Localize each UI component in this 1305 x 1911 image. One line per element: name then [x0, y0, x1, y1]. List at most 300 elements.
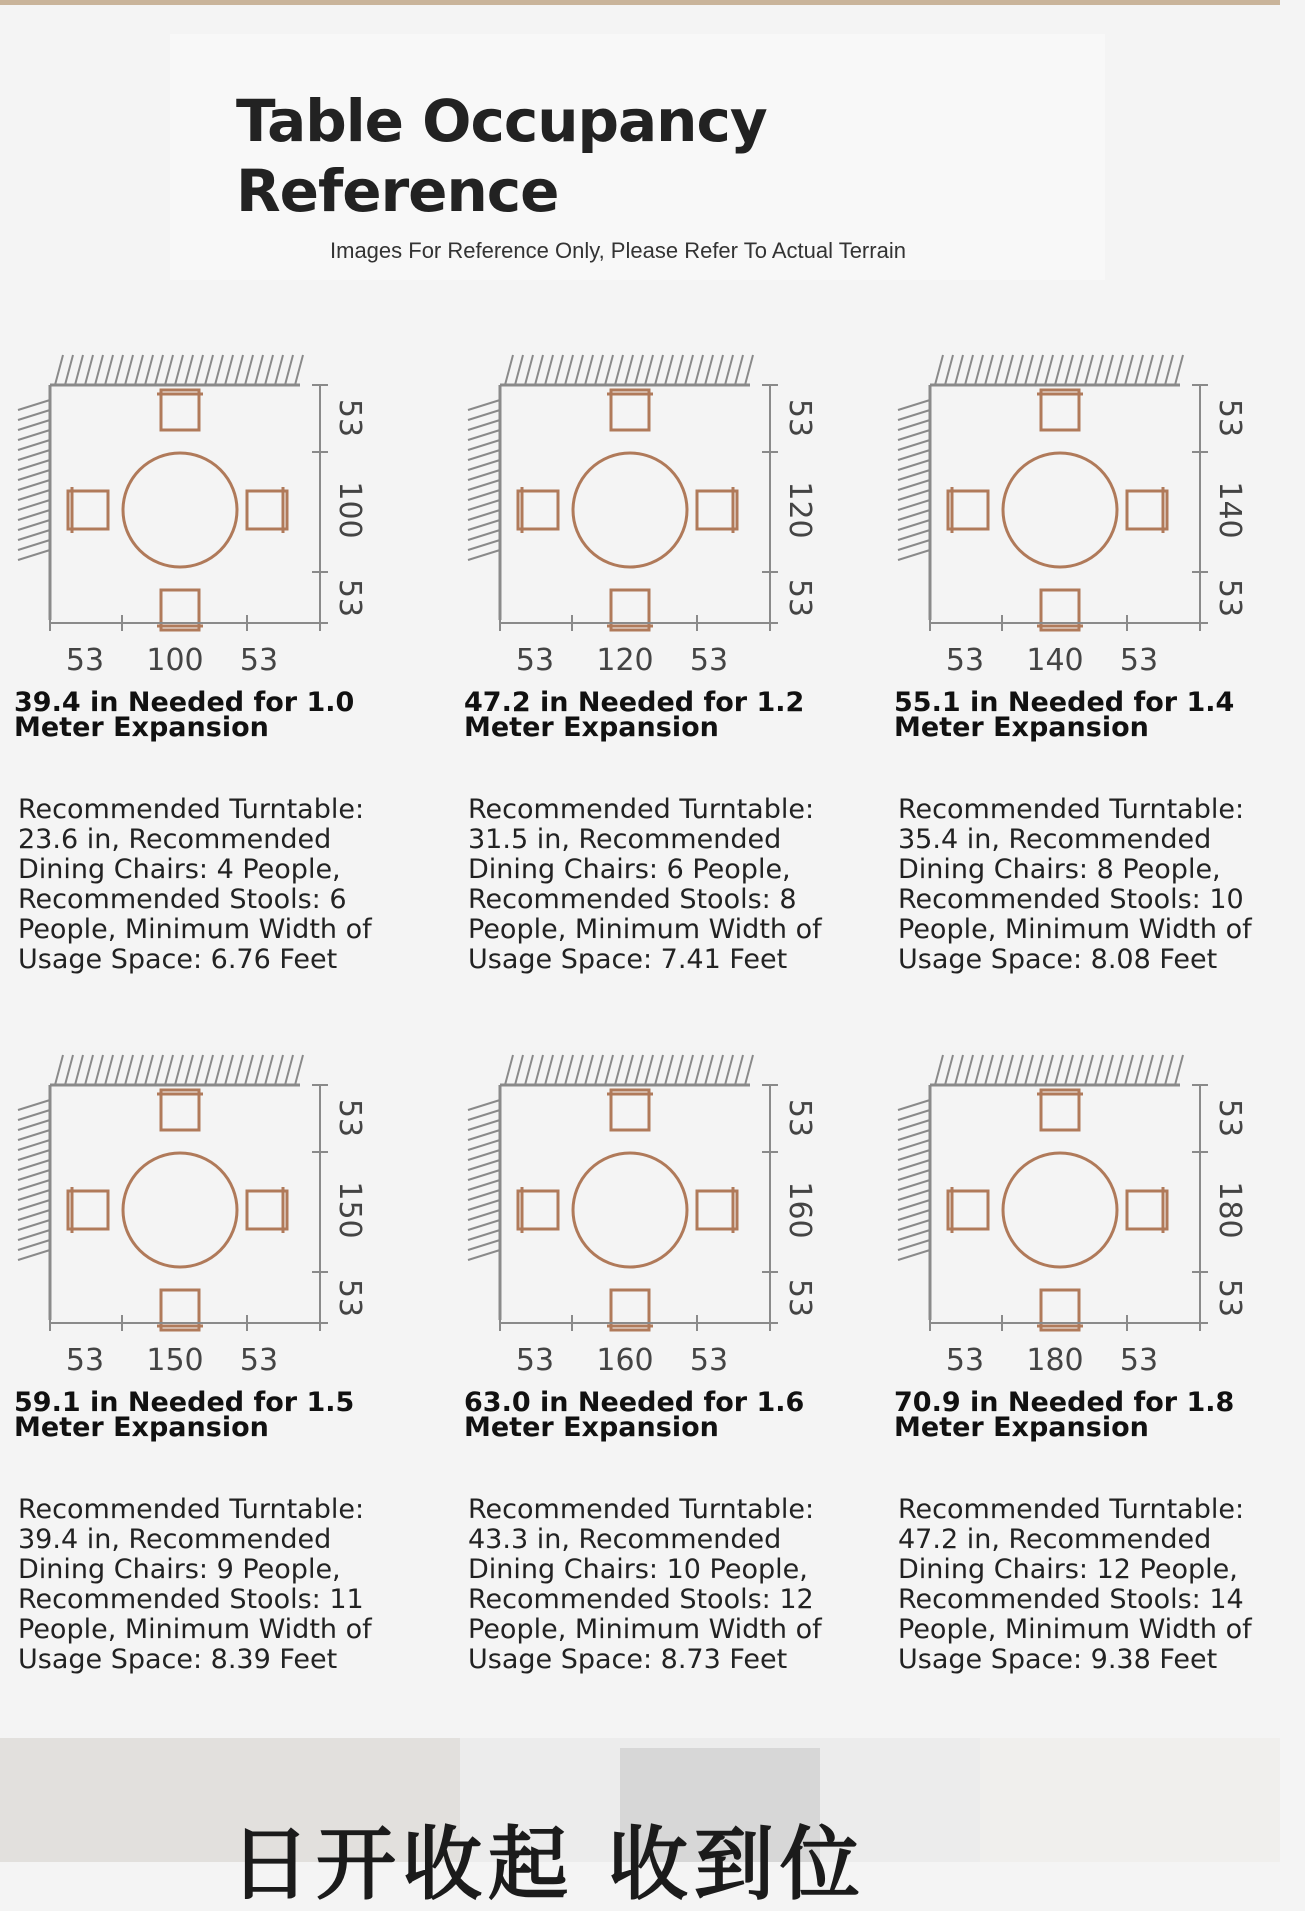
- dimension-label-right: 53: [1212, 1278, 1247, 1318]
- dimension-label-bottom: 120: [596, 643, 654, 678]
- chair-left: [518, 491, 558, 529]
- dimension-label-right: 53: [1212, 1098, 1247, 1138]
- hatch-line: [685, 355, 693, 385]
- hatch-line: [965, 1055, 973, 1085]
- hatch-line: [1055, 355, 1063, 385]
- hatch-line: [175, 1055, 183, 1085]
- hatch-line: [615, 1055, 623, 1085]
- hatch-line: [1115, 355, 1123, 385]
- floor-plan-diagram: [0, 1040, 425, 1420]
- dimension-label-bottom: 53: [1119, 643, 1159, 678]
- hatch-line: [898, 1160, 930, 1170]
- chairs: [518, 1090, 737, 1330]
- dimension-label-bottom: 53: [689, 1343, 729, 1378]
- hatch-line: [18, 1250, 50, 1260]
- hatch-line: [515, 1055, 523, 1085]
- hatch-line: [18, 1180, 50, 1190]
- chair-left: [948, 491, 988, 529]
- chair-top: [161, 1090, 199, 1130]
- hatch-line: [468, 1190, 500, 1200]
- hatch-line: [275, 355, 283, 385]
- hatch-line: [605, 355, 613, 385]
- page-title: Table Occupancy Reference: [236, 87, 767, 225]
- table-card: [880, 340, 1305, 1040]
- hatch-line: [175, 355, 183, 385]
- hatch-line: [468, 1200, 500, 1210]
- hatch-line: [1165, 1055, 1173, 1085]
- hatch-line: [135, 1055, 143, 1085]
- hatch-line: [535, 1055, 543, 1085]
- hatch-line: [195, 1055, 203, 1085]
- hatch-line: [115, 355, 123, 385]
- chair-left: [948, 1191, 988, 1229]
- hatch-line: [468, 1120, 500, 1130]
- size-caption: 59.1 in Needed for 1.5 Meter Expansion: [14, 1387, 355, 1443]
- hatch-line: [635, 355, 643, 385]
- hatch-line: [898, 480, 930, 490]
- hatch-line: [1045, 1055, 1053, 1085]
- hatch-line: [1025, 1055, 1033, 1085]
- dimension-label-right: 180: [1212, 1181, 1247, 1239]
- hatch-line: [898, 1100, 930, 1110]
- dimension-label-right: 53: [332, 1098, 367, 1138]
- recommendation-text: Recommended Turntable: 43.3 in, Recommended Dining Chairs: 10 People, Recommended Stools: 12 People, Minimum Width of Usage Space: 8.73 Feet: [468, 1494, 822, 1675]
- chair-right: [247, 1191, 287, 1229]
- chair-right: [697, 1191, 737, 1229]
- hatch-line: [898, 1130, 930, 1140]
- hatch-line: [468, 1110, 500, 1120]
- dimension-label-right: 53: [1212, 398, 1247, 438]
- hatch-line: [468, 430, 500, 440]
- hatch-line: [18, 1200, 50, 1210]
- hatch-line: [105, 355, 113, 385]
- hatch-line: [935, 355, 943, 385]
- hatch-line: [468, 490, 500, 500]
- hatch-line: [898, 430, 930, 440]
- hatch-line: [898, 1220, 930, 1230]
- wall-top-hatch: [55, 355, 303, 385]
- hatch-line: [898, 550, 930, 560]
- dimension-label-bottom: 180: [1026, 1343, 1084, 1378]
- hatch-line: [898, 1250, 930, 1260]
- hatch-line: [468, 540, 500, 550]
- wall-top-hatch: [505, 1055, 753, 1085]
- dimension-label-bottom: 53: [945, 643, 985, 678]
- hatch-line: [1095, 355, 1103, 385]
- hatch-line: [468, 520, 500, 530]
- chairs: [518, 390, 737, 630]
- hatch-line: [555, 1055, 563, 1085]
- hatch-line: [1175, 1055, 1183, 1085]
- hatch-line: [898, 500, 930, 510]
- chairs: [68, 390, 287, 630]
- hatch-line: [525, 355, 533, 385]
- hatch-line: [65, 355, 73, 385]
- hatch-line: [1045, 355, 1053, 385]
- hatch-line: [945, 1055, 953, 1085]
- dimension-label-bottom: 53: [65, 643, 105, 678]
- dimension-label-right: 150: [332, 1181, 367, 1239]
- hatch-line: [468, 530, 500, 540]
- hatch-line: [745, 355, 753, 385]
- round-table: [573, 453, 687, 567]
- chairs: [948, 1090, 1167, 1330]
- hatch-line: [468, 400, 500, 410]
- floor-plan-diagram: [0, 340, 425, 720]
- hatch-line: [235, 355, 243, 385]
- hatch-line: [1075, 355, 1083, 385]
- hatch-line: [195, 355, 203, 385]
- hatch-line: [898, 1110, 930, 1120]
- hatch-line: [468, 1170, 500, 1180]
- hatch-line: [245, 355, 253, 385]
- round-table: [573, 1153, 687, 1267]
- hatch-line: [18, 1210, 50, 1220]
- hatch-line: [898, 530, 930, 540]
- hatch-line: [945, 355, 953, 385]
- wall-left-hatch: [468, 400, 500, 560]
- hatch-line: [1055, 1055, 1063, 1085]
- hatch-line: [468, 1250, 500, 1260]
- hatch-line: [468, 1240, 500, 1250]
- chair-right: [1127, 491, 1167, 529]
- hatch-line: [1025, 355, 1033, 385]
- hatch-line: [1105, 355, 1113, 385]
- hatch-line: [18, 410, 50, 420]
- hatch-line: [18, 490, 50, 500]
- hatch-line: [468, 420, 500, 430]
- dimension-label-bottom: 53: [239, 643, 279, 678]
- banner-heading: 日开收起 收到位: [230, 1818, 866, 1911]
- hatch-line: [185, 1055, 193, 1085]
- chair-top: [1041, 390, 1079, 430]
- hatch-line: [18, 1190, 50, 1200]
- chair-right: [697, 491, 737, 529]
- chair-top: [161, 390, 199, 430]
- size-caption: 70.9 in Needed for 1.8 Meter Expansion: [894, 1387, 1235, 1443]
- hatch-line: [55, 1055, 63, 1085]
- hatch-line: [18, 1150, 50, 1160]
- hatch-line: [205, 1055, 213, 1085]
- hatch-line: [1015, 1055, 1023, 1085]
- size-caption: 63.0 in Needed for 1.6 Meter Expansion: [464, 1387, 805, 1443]
- dimension-label-right: 53: [332, 578, 367, 618]
- floor-plan-svg: [0, 340, 425, 685]
- hatch-line: [468, 450, 500, 460]
- hatch-line: [255, 1055, 263, 1085]
- hatch-line: [1165, 355, 1173, 385]
- hatch-line: [295, 1055, 303, 1085]
- hatch-line: [898, 1230, 930, 1240]
- table-card: [0, 340, 425, 1040]
- chairs: [68, 1090, 287, 1330]
- hatch-line: [18, 480, 50, 490]
- chair-left: [518, 1191, 558, 1229]
- hatch-line: [225, 355, 233, 385]
- hatch-line: [585, 1055, 593, 1085]
- hatch-line: [18, 1160, 50, 1170]
- recommendation-text: Recommended Turntable: 35.4 in, Recommended Dining Chairs: 8 People, Recommended Stools: 10 People, Minimum Width of Usage Space: 8.08 Feet: [898, 794, 1252, 975]
- hatch-line: [285, 355, 293, 385]
- hatch-line: [715, 355, 723, 385]
- round-table: [1003, 453, 1117, 567]
- hatch-line: [468, 1210, 500, 1220]
- hatch-line: [18, 1220, 50, 1230]
- wall-top-hatch: [935, 355, 1183, 385]
- recommendation-text: Recommended Turntable: 23.6 in, Recommended Dining Chairs: 4 People, Recommended Stools: 6 People, Minimum Width of Usage Space: 6.76 Feet: [18, 794, 372, 975]
- hatch-line: [1155, 1055, 1163, 1085]
- hatch-line: [55, 355, 63, 385]
- hatch-line: [685, 1055, 693, 1085]
- hatch-line: [18, 1170, 50, 1180]
- hatch-line: [18, 520, 50, 530]
- hatch-line: [1085, 1055, 1093, 1085]
- floor-plan-diagram: [880, 340, 1305, 720]
- hatch-line: [898, 1200, 930, 1210]
- hatch-line: [515, 355, 523, 385]
- dimension-label-right: 53: [782, 398, 817, 438]
- hatch-line: [18, 470, 50, 480]
- hatch-line: [1065, 355, 1073, 385]
- hatch-line: [898, 1190, 930, 1200]
- hatch-line: [215, 1055, 223, 1085]
- dimension-label-bottom: 160: [596, 1343, 654, 1378]
- wall-top-hatch: [935, 1055, 1183, 1085]
- hatch-line: [468, 550, 500, 560]
- hatch-line: [625, 1055, 633, 1085]
- hatch-line: [468, 1160, 500, 1170]
- hatch-line: [935, 1055, 943, 1085]
- round-table: [123, 1153, 237, 1267]
- hatch-line: [595, 355, 603, 385]
- hatch-line: [555, 355, 563, 385]
- wall-top-hatch: [505, 355, 753, 385]
- hatch-line: [18, 420, 50, 430]
- hatch-line: [1125, 355, 1133, 385]
- dimension-label-right: 120: [782, 481, 817, 539]
- hatch-line: [18, 510, 50, 520]
- chair-right: [247, 491, 287, 529]
- hatch-line: [1085, 355, 1093, 385]
- floor-plan-diagram: [880, 1040, 1305, 1420]
- hatch-line: [468, 470, 500, 480]
- hatch-line: [18, 1130, 50, 1140]
- round-table: [123, 453, 237, 567]
- chair-top: [611, 1090, 649, 1130]
- dimension-label-right: 140: [1212, 481, 1247, 539]
- wall-left-hatch: [468, 1100, 500, 1260]
- hatch-line: [898, 420, 930, 430]
- floor-plan-svg: [450, 340, 875, 685]
- hatch-line: [1005, 1055, 1013, 1085]
- hatch-line: [468, 1100, 500, 1110]
- hatch-line: [115, 1055, 123, 1085]
- hatch-line: [1125, 1055, 1133, 1085]
- dimension-label-right: 53: [1212, 578, 1247, 618]
- hatch-line: [1115, 1055, 1123, 1085]
- chair-top: [1041, 1090, 1079, 1130]
- dimension-label-bottom: 53: [515, 643, 555, 678]
- hatch-line: [125, 1055, 133, 1085]
- wall-left-hatch: [18, 1100, 50, 1260]
- hatch-line: [468, 1130, 500, 1140]
- hatch-line: [125, 355, 133, 385]
- hatch-line: [18, 1140, 50, 1150]
- table-card: [450, 1040, 875, 1740]
- hatch-line: [505, 355, 513, 385]
- hatch-line: [1005, 355, 1013, 385]
- hatch-line: [898, 540, 930, 550]
- hatch-line: [898, 440, 930, 450]
- hatch-line: [18, 1100, 50, 1110]
- wall-left-hatch: [898, 1100, 930, 1260]
- hatch-line: [235, 1055, 243, 1085]
- hatch-line: [295, 355, 303, 385]
- floor-plan-svg: [0, 1040, 425, 1385]
- hatch-line: [1135, 1055, 1143, 1085]
- dimension-label-bottom: 140: [1026, 643, 1084, 678]
- hatch-line: [18, 500, 50, 510]
- hatch-line: [18, 530, 50, 540]
- hatch-line: [75, 355, 83, 385]
- hatch-line: [1135, 355, 1143, 385]
- hatch-line: [675, 355, 683, 385]
- hatch-line: [955, 1055, 963, 1085]
- hatch-line: [155, 1055, 163, 1085]
- hatch-line: [898, 1140, 930, 1150]
- dimension-label-right: 53: [782, 1098, 817, 1138]
- dimension-label-right: 53: [332, 1278, 367, 1318]
- hatch-line: [605, 1055, 613, 1085]
- hatch-line: [468, 460, 500, 470]
- hatch-line: [1145, 355, 1153, 385]
- hatch-line: [898, 1180, 930, 1190]
- hatch-line: [898, 400, 930, 410]
- hatch-line: [18, 450, 50, 460]
- hatch-line: [898, 460, 930, 470]
- hatch-line: [285, 1055, 293, 1085]
- floor-plan-diagram: [450, 1040, 875, 1420]
- hatch-line: [1105, 1055, 1113, 1085]
- hatch-line: [18, 1110, 50, 1120]
- hatch-line: [975, 355, 983, 385]
- hatch-line: [95, 355, 103, 385]
- hatch-line: [898, 450, 930, 460]
- hatch-line: [545, 1055, 553, 1085]
- wall-left-hatch: [898, 400, 930, 560]
- hatch-line: [695, 355, 703, 385]
- hatch-line: [18, 430, 50, 440]
- hatch-line: [735, 1055, 743, 1085]
- recommendation-text: Recommended Turntable: 47.2 in, Recommended Dining Chairs: 12 People, Recommended Stools: 14 People, Minimum Width of Usage Space: 9.38 Feet: [898, 1494, 1252, 1675]
- hatch-line: [898, 1240, 930, 1250]
- hatch-line: [985, 355, 993, 385]
- floor-plan-diagram: [450, 340, 875, 720]
- dimension-label-bottom: 100: [146, 643, 204, 678]
- hatch-line: [468, 1230, 500, 1240]
- table-card: [450, 340, 875, 1040]
- hatch-line: [985, 1055, 993, 1085]
- hatch-line: [898, 470, 930, 480]
- dimension-label-bottom: 53: [65, 1343, 105, 1378]
- hatch-line: [898, 1150, 930, 1160]
- round-table: [1003, 1153, 1117, 1267]
- hatch-line: [468, 440, 500, 450]
- hatch-line: [735, 355, 743, 385]
- dimension-label-bottom: 53: [1119, 1343, 1159, 1378]
- size-caption: 55.1 in Needed for 1.4 Meter Expansion: [894, 687, 1235, 743]
- hatch-line: [85, 1055, 93, 1085]
- hatch-line: [245, 1055, 253, 1085]
- hatch-line: [898, 1210, 930, 1220]
- hatch-line: [655, 355, 663, 385]
- hatch-line: [135, 355, 143, 385]
- hatch-line: [535, 355, 543, 385]
- hatch-line: [105, 1055, 113, 1085]
- hatch-line: [265, 1055, 273, 1085]
- hatch-line: [205, 355, 213, 385]
- hatch-line: [468, 410, 500, 420]
- hatch-line: [995, 1055, 1003, 1085]
- hatch-line: [1095, 1055, 1103, 1085]
- hatch-line: [215, 355, 223, 385]
- top-strip: [0, 0, 1280, 5]
- hatch-line: [468, 1150, 500, 1160]
- hatch-line: [955, 355, 963, 385]
- hatch-line: [615, 355, 623, 385]
- chair-right: [1127, 1191, 1167, 1229]
- hatch-line: [95, 1055, 103, 1085]
- hatch-line: [1145, 1055, 1153, 1085]
- dimension-label-bottom: 53: [689, 643, 729, 678]
- hatch-line: [898, 410, 930, 420]
- hatch-line: [185, 355, 193, 385]
- hatch-line: [165, 1055, 173, 1085]
- chair-left: [68, 491, 108, 529]
- dimension-label-right: 100: [332, 481, 367, 539]
- hatch-line: [468, 1220, 500, 1230]
- chair-top: [611, 390, 649, 430]
- size-caption: 47.2 in Needed for 1.2 Meter Expansion: [464, 687, 805, 743]
- floor-plan-svg: [880, 340, 1305, 685]
- hatch-line: [265, 355, 273, 385]
- hatch-line: [965, 355, 973, 385]
- hatch-line: [1065, 1055, 1073, 1085]
- hatch-line: [18, 550, 50, 560]
- hatch-line: [1035, 355, 1043, 385]
- hatch-line: [898, 510, 930, 520]
- hatch-line: [715, 1055, 723, 1085]
- hatch-line: [145, 1055, 153, 1085]
- hatch-line: [705, 1055, 713, 1085]
- hatch-line: [1035, 1055, 1043, 1085]
- hatch-line: [525, 1055, 533, 1085]
- hatch-line: [75, 1055, 83, 1085]
- hatch-line: [18, 1240, 50, 1250]
- size-caption: 39.4 in Needed for 1.0 Meter Expansion: [14, 687, 355, 743]
- chair-left: [68, 1191, 108, 1229]
- hatch-line: [18, 1230, 50, 1240]
- dimension-label-right: 53: [782, 1278, 817, 1318]
- dimension-label-right: 53: [332, 398, 367, 438]
- hatch-line: [18, 440, 50, 450]
- hatch-line: [145, 355, 153, 385]
- hatch-line: [165, 355, 173, 385]
- hatch-line: [18, 1120, 50, 1130]
- recommendation-text: Recommended Turntable: 39.4 in, Recommended Dining Chairs: 9 People, Recommended Stools: 11 People, Minimum Width of Usage Space: 8.39 Feet: [18, 1494, 372, 1675]
- hatch-line: [645, 1055, 653, 1085]
- hatch-line: [745, 1055, 753, 1085]
